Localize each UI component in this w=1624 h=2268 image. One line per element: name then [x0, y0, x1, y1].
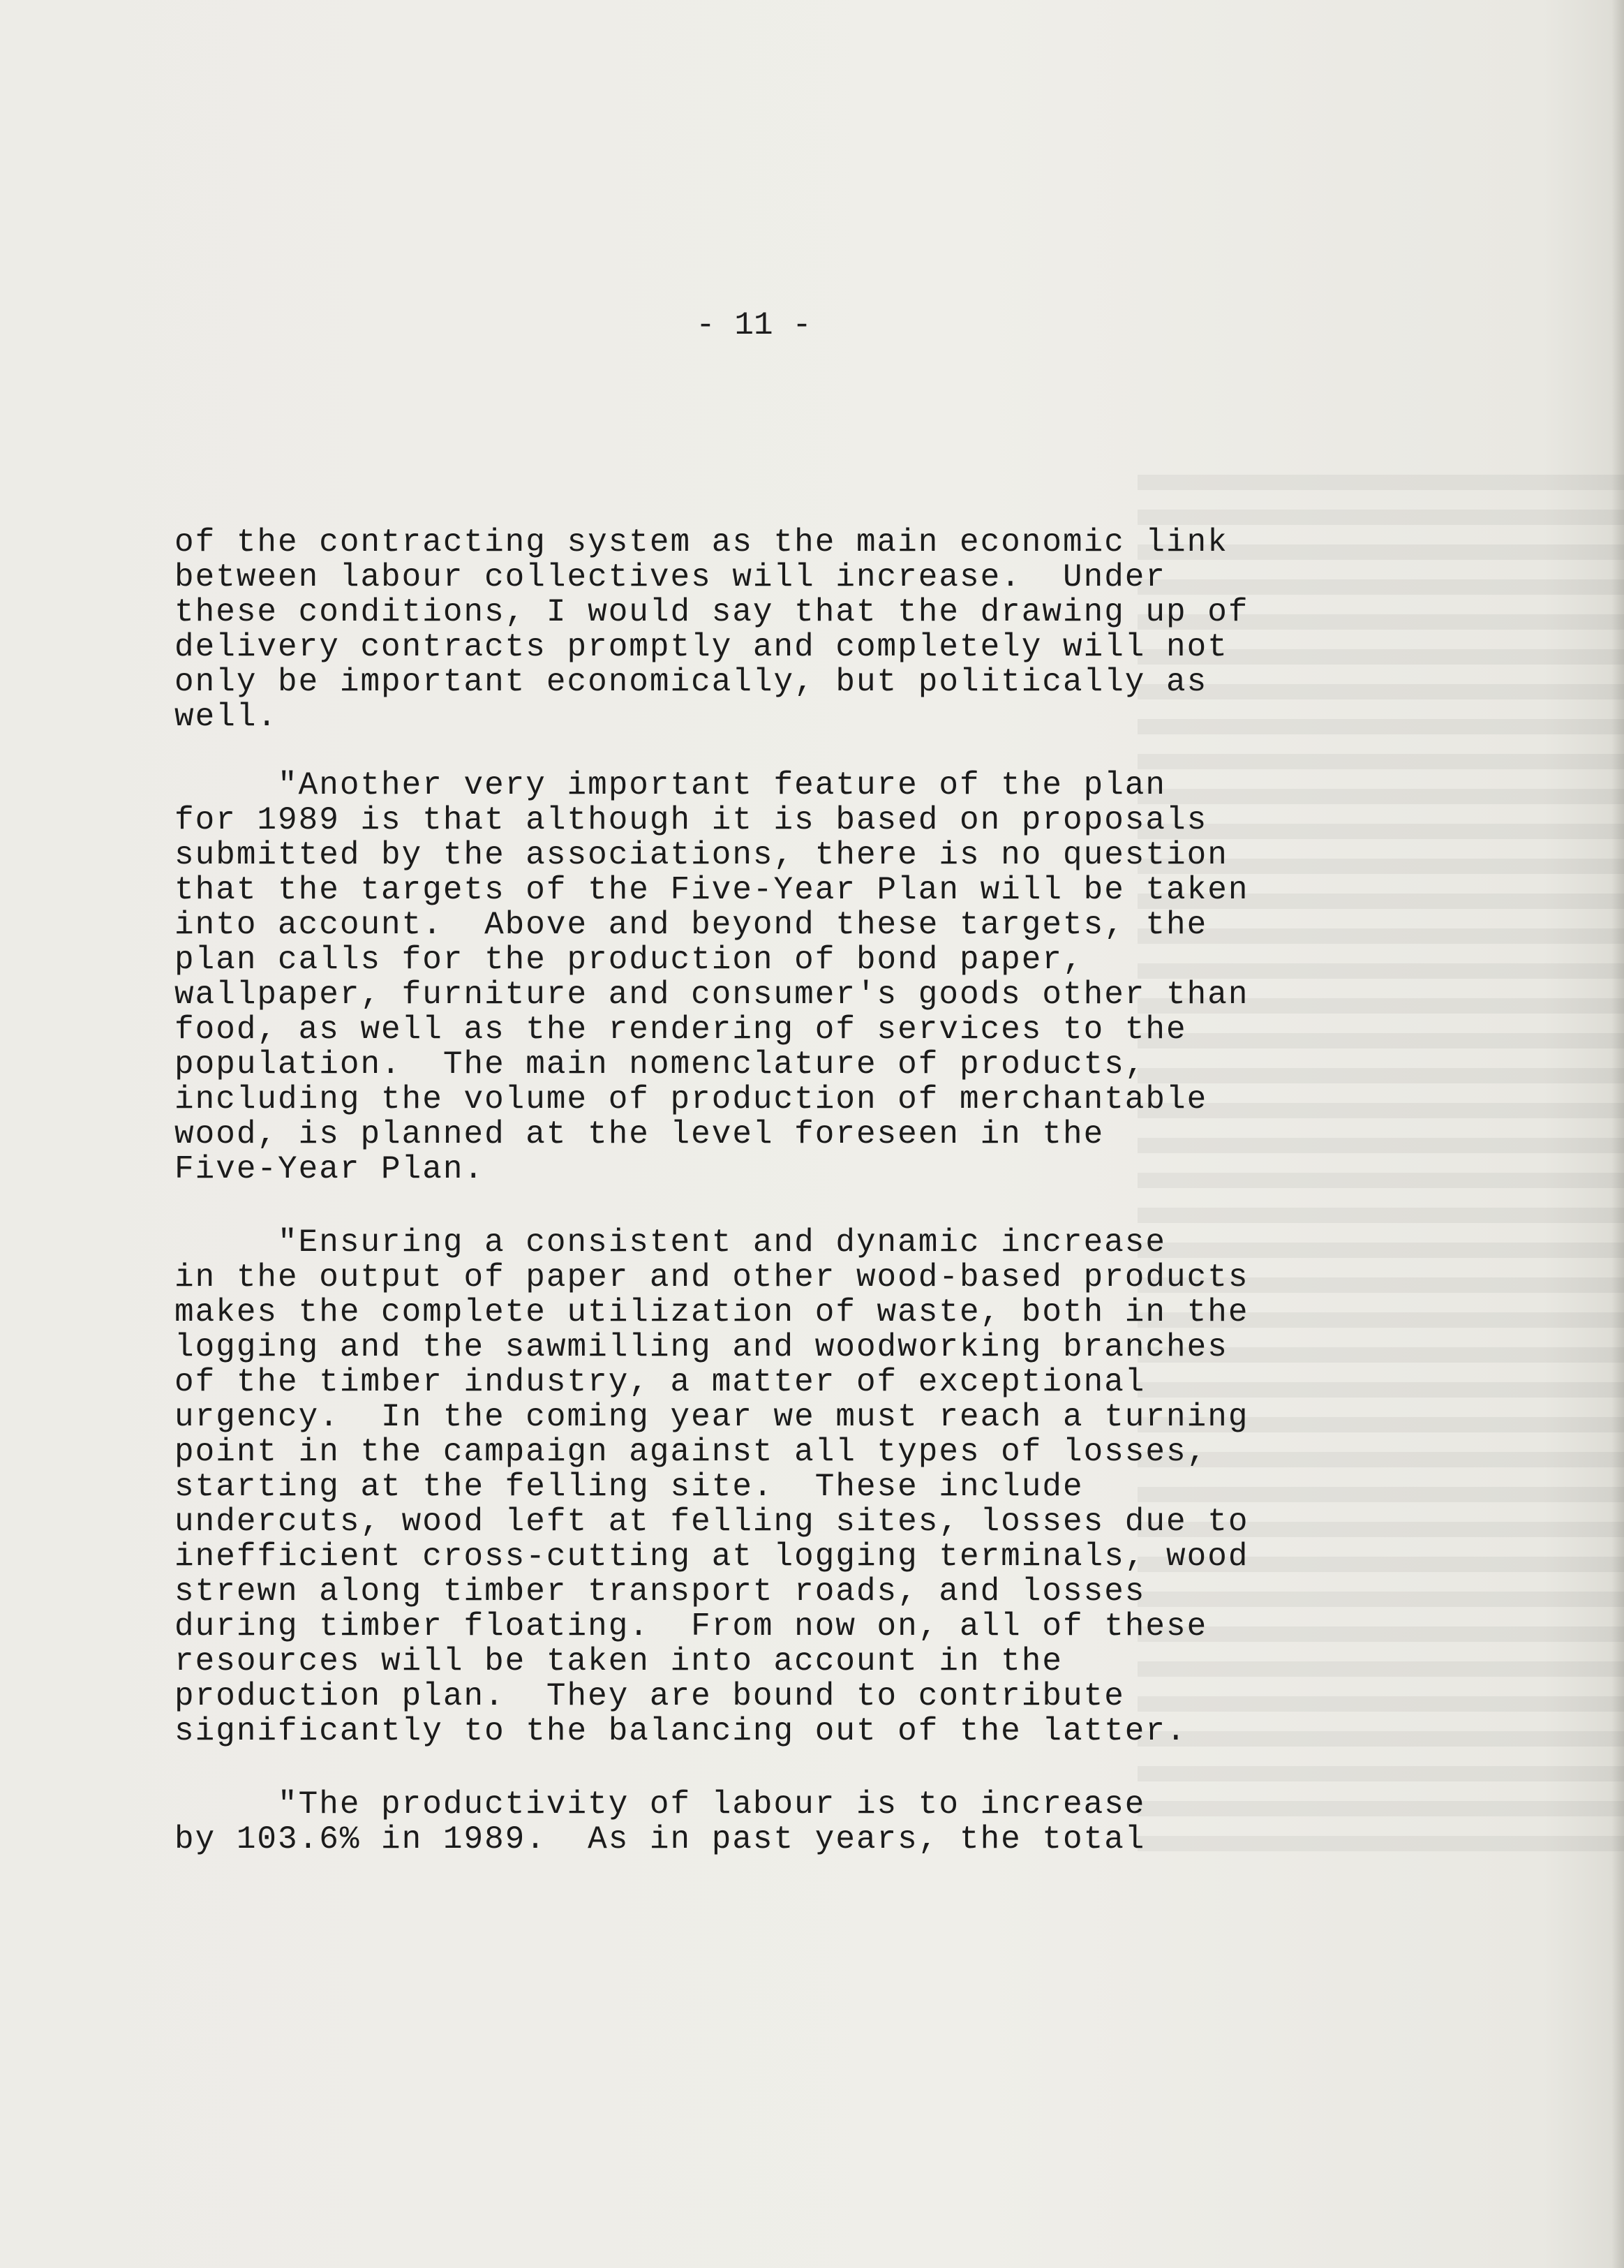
text-line: for 1989 is that although it is based on proposals [174, 802, 1208, 838]
text-line: food, as well as the rendering of services to the [174, 1011, 1187, 1048]
text-line: starting at the felling site. These include [174, 1469, 1084, 1505]
text-line: wood, is planned at the level foreseen in the [174, 1116, 1105, 1152]
text-line: well. [174, 699, 278, 735]
paragraph-2 [174, 768, 1291, 1187]
text-line: makes the complete utilization of waste, both in the [174, 1294, 1249, 1331]
text-line: "Another very important feature of the plan [174, 767, 1167, 803]
text-line: these conditions, I would say that the drawing up of [174, 594, 1249, 630]
text-line: significantly to the balancing out of the latter. [174, 1713, 1187, 1749]
text-line: into account. Above and beyond these targets, the [174, 907, 1208, 943]
text-line: "The productivity of labour is to increase [174, 1786, 1146, 1823]
text-line: production plan. They are bound to contribute [174, 1678, 1125, 1714]
text-line: "Ensuring a consistent and dynamic increase [174, 1224, 1167, 1261]
text-line: population. The main nomenclature of products, [174, 1046, 1146, 1083]
paragraph-1 [174, 525, 1291, 734]
text-line: of the timber industry, a matter of exceptional [174, 1364, 1146, 1400]
text-line: resources will be taken into account in the [174, 1643, 1063, 1680]
text-line: only be important economically, but politically as [174, 664, 1208, 700]
text-line: in the output of paper and other wood-based products [174, 1259, 1249, 1296]
text-line: logging and the sawmilling and woodworking branches [174, 1329, 1228, 1365]
text-line: undercuts, wood left at felling sites, losses due to [174, 1504, 1249, 1540]
paragraph-3 [174, 1225, 1291, 1749]
text-line: including the volume of production of merchantable [174, 1081, 1208, 1118]
text-line: plan calls for the production of bond paper, [174, 942, 1084, 978]
text-line: wallpaper, furniture and consumer's goods other than [174, 977, 1249, 1013]
page-edge-shadow [1611, 0, 1624, 2268]
text-line: by 103.6% in 1989. As in past years, the total [174, 1821, 1146, 1858]
text-line: during timber floating. From now on, all of these [174, 1608, 1208, 1645]
text-line: Five-Year Plan. [174, 1151, 485, 1187]
text-line: submitted by the associations, there is no question [174, 837, 1228, 873]
text-line: of the contracting system as the main economic link [174, 524, 1228, 561]
text-line: strewn along timber transport roads, and losses [174, 1573, 1146, 1610]
text-line: inefficient cross-cutting at logging terminals, wood [174, 1539, 1249, 1575]
text-line: point in the campaign against all types of losses, [174, 1434, 1208, 1470]
page-number: - 11 - [696, 307, 812, 343]
text-line: between labour collectives will increase. Under [174, 559, 1167, 595]
text-line: urgency. In the coming year we must reach a turning [174, 1399, 1249, 1435]
text-line: that the targets of the Five-Year Plan will be taken [174, 872, 1249, 908]
text-line: delivery contracts promptly and completely will not [174, 629, 1228, 665]
paragraph-4 [174, 1787, 1291, 1857]
